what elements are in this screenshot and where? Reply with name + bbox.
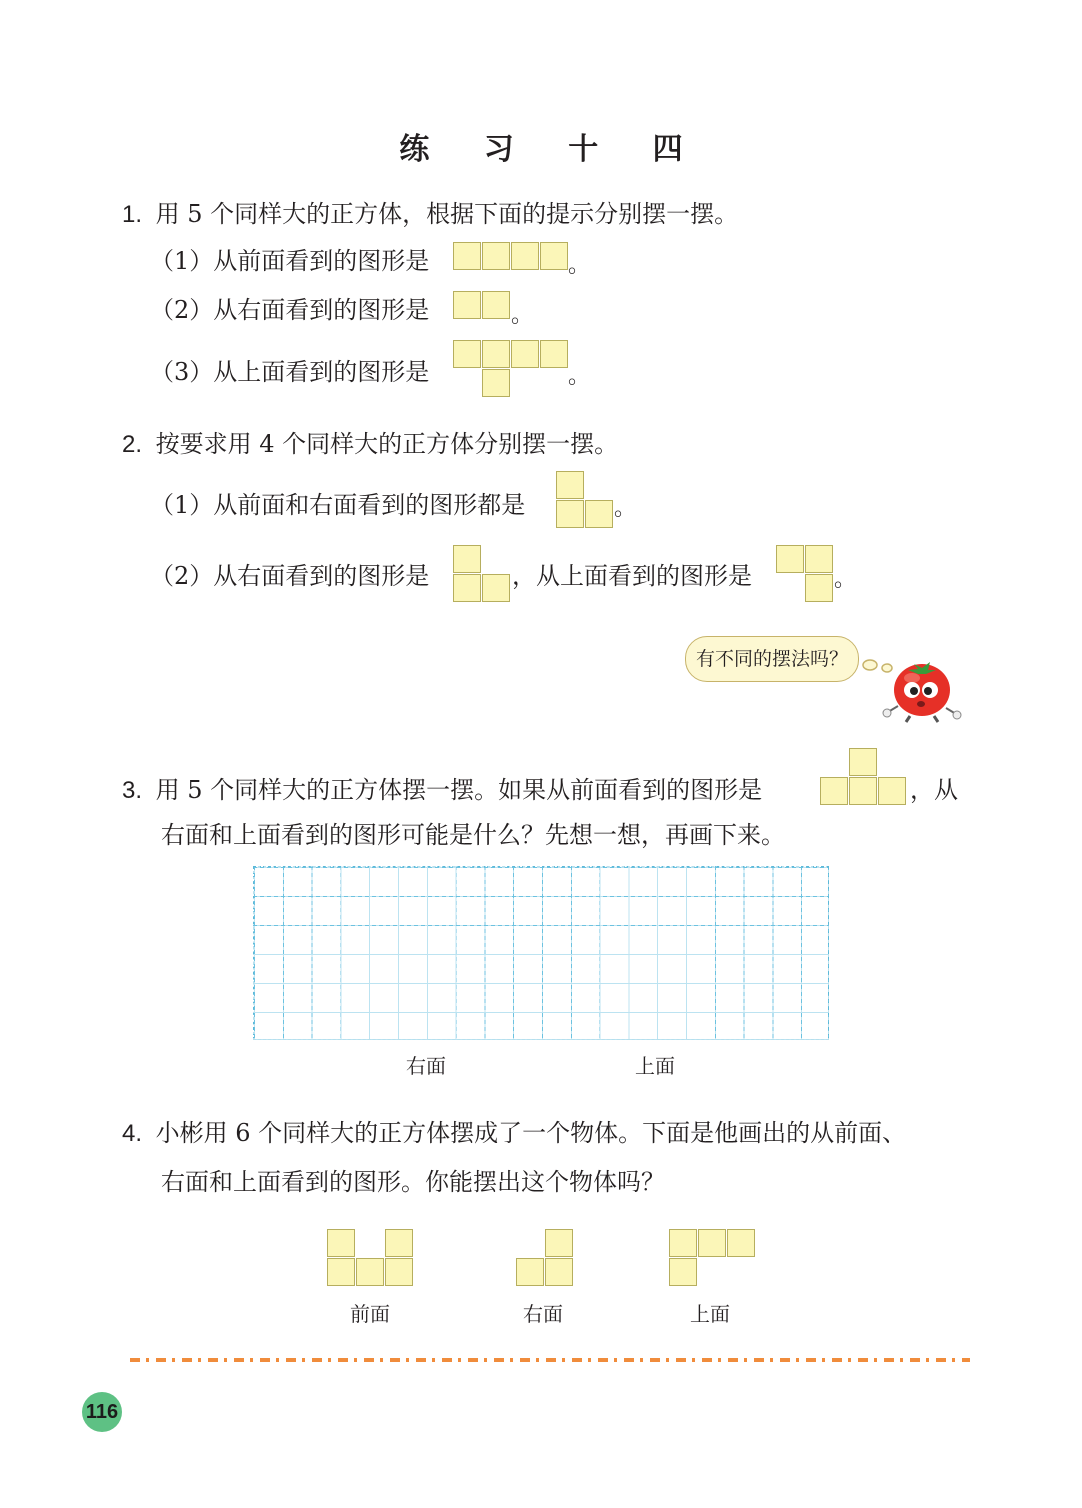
question-4-line2	[161, 1162, 665, 1197]
item-prefix: （1）	[150, 491, 214, 519]
cube-face-square	[453, 545, 481, 573]
period: 。	[834, 567, 857, 592]
period: 。	[511, 303, 534, 328]
cube-face-square	[453, 291, 481, 319]
cube-face-square	[453, 242, 481, 270]
cube-face-square	[482, 291, 510, 319]
question-3	[122, 770, 762, 805]
question-4	[122, 1113, 906, 1148]
question-number: 3.	[122, 777, 143, 804]
question-number: 1.	[122, 201, 143, 228]
question-2	[122, 424, 618, 459]
question-3-line2	[161, 815, 785, 850]
cube-face-square	[545, 1229, 573, 1257]
cube-face-square	[669, 1229, 697, 1257]
cube-face-square	[849, 748, 877, 776]
cube-face-square	[482, 369, 510, 397]
q2-item-1	[150, 485, 525, 520]
period: 。	[568, 253, 591, 278]
cube-face-square	[849, 777, 877, 805]
cube-face-square	[516, 1258, 544, 1286]
page-number: 116	[82, 1392, 122, 1432]
item-text-b: ，从上面看到的图形是	[512, 562, 752, 590]
item-text: 从前面和右面看到的图形都是	[213, 491, 526, 519]
question-1	[122, 194, 738, 229]
cube-face-square	[556, 471, 584, 499]
question-number: 2.	[122, 431, 143, 458]
item-prefix: （3）	[150, 358, 214, 386]
cube-face-square	[356, 1258, 384, 1286]
q1-item-1	[150, 241, 429, 276]
cube-face-square	[482, 242, 510, 270]
question-text: 小彬用 6 个同样大的正方体摆成了一个物体。下面是他画出的从前面、	[155, 1119, 907, 1147]
view-label-top: 上面	[690, 1302, 730, 1326]
cube-face-square	[585, 500, 613, 528]
cube-face-square	[727, 1229, 755, 1257]
cube-face-square	[776, 545, 804, 573]
cube-face-square	[327, 1229, 355, 1257]
cube-face-square	[540, 340, 568, 368]
cube-face-square	[385, 1258, 413, 1286]
cube-face-square	[511, 340, 539, 368]
item-text: 从上面看到的图形是	[213, 358, 430, 386]
item-text-a: 从右面看到的图形是	[213, 562, 430, 590]
cube-face-square	[540, 242, 568, 270]
hint-bubble: 有不同的摆法吗？	[685, 636, 859, 682]
cube-face-square	[482, 574, 510, 602]
period: 。	[568, 364, 591, 389]
cube-face-square	[545, 1258, 573, 1286]
question-text: 用 5 个同样大的正方体摆一摆。如果从前面看到的图形是	[155, 776, 763, 804]
grid-label-right: 右面	[406, 1054, 446, 1078]
question-text: 右面和上面看到的图形。你能摆出这个物体吗？	[161, 1168, 665, 1196]
divider-line	[130, 1358, 970, 1362]
cube-face-square	[556, 500, 584, 528]
item-text: 从右面看到的图形是	[213, 296, 430, 324]
question-text: ，从	[910, 776, 958, 804]
cube-face-square	[453, 574, 481, 602]
grid-label-top: 上面	[635, 1054, 675, 1078]
q2-item-2-continued	[512, 556, 752, 591]
cube-face-square	[805, 574, 833, 602]
cube-face-square	[669, 1258, 697, 1286]
item-prefix: （2）	[150, 296, 214, 324]
cube-face-square	[805, 545, 833, 573]
cube-face-square	[327, 1258, 355, 1286]
item-text: 从前面看到的图形是	[213, 247, 430, 275]
question-3-line1-end	[910, 770, 958, 805]
cube-face-square	[698, 1229, 726, 1257]
q1-item-2	[150, 290, 429, 325]
q2-item-2	[150, 556, 429, 591]
cube-face-square	[482, 340, 510, 368]
question-text: 右面和上面看到的图形可能是什么？先想一想，再画下来。	[161, 821, 785, 849]
view-label-right: 右面	[523, 1302, 563, 1326]
q1-item-3	[150, 352, 429, 387]
tomato-mascot-icon	[880, 652, 964, 724]
page-title: 练 习 十 四	[399, 132, 705, 167]
question-text: 按要求用 4 个同样大的正方体分别摆一摆。	[155, 430, 619, 458]
cube-face-square	[385, 1229, 413, 1257]
question-number: 4.	[122, 1120, 143, 1147]
question-text: 用 5 个同样大的正方体，根据下面的提示分别摆一摆。	[155, 200, 739, 228]
cube-face-square	[820, 777, 848, 805]
period: 。	[614, 496, 637, 521]
view-label-front: 前面	[350, 1302, 390, 1326]
cube-face-square	[878, 777, 906, 805]
cube-face-square	[453, 340, 481, 368]
item-prefix: （2）	[150, 562, 214, 590]
item-prefix: （1）	[150, 247, 214, 275]
cube-face-square	[511, 242, 539, 270]
